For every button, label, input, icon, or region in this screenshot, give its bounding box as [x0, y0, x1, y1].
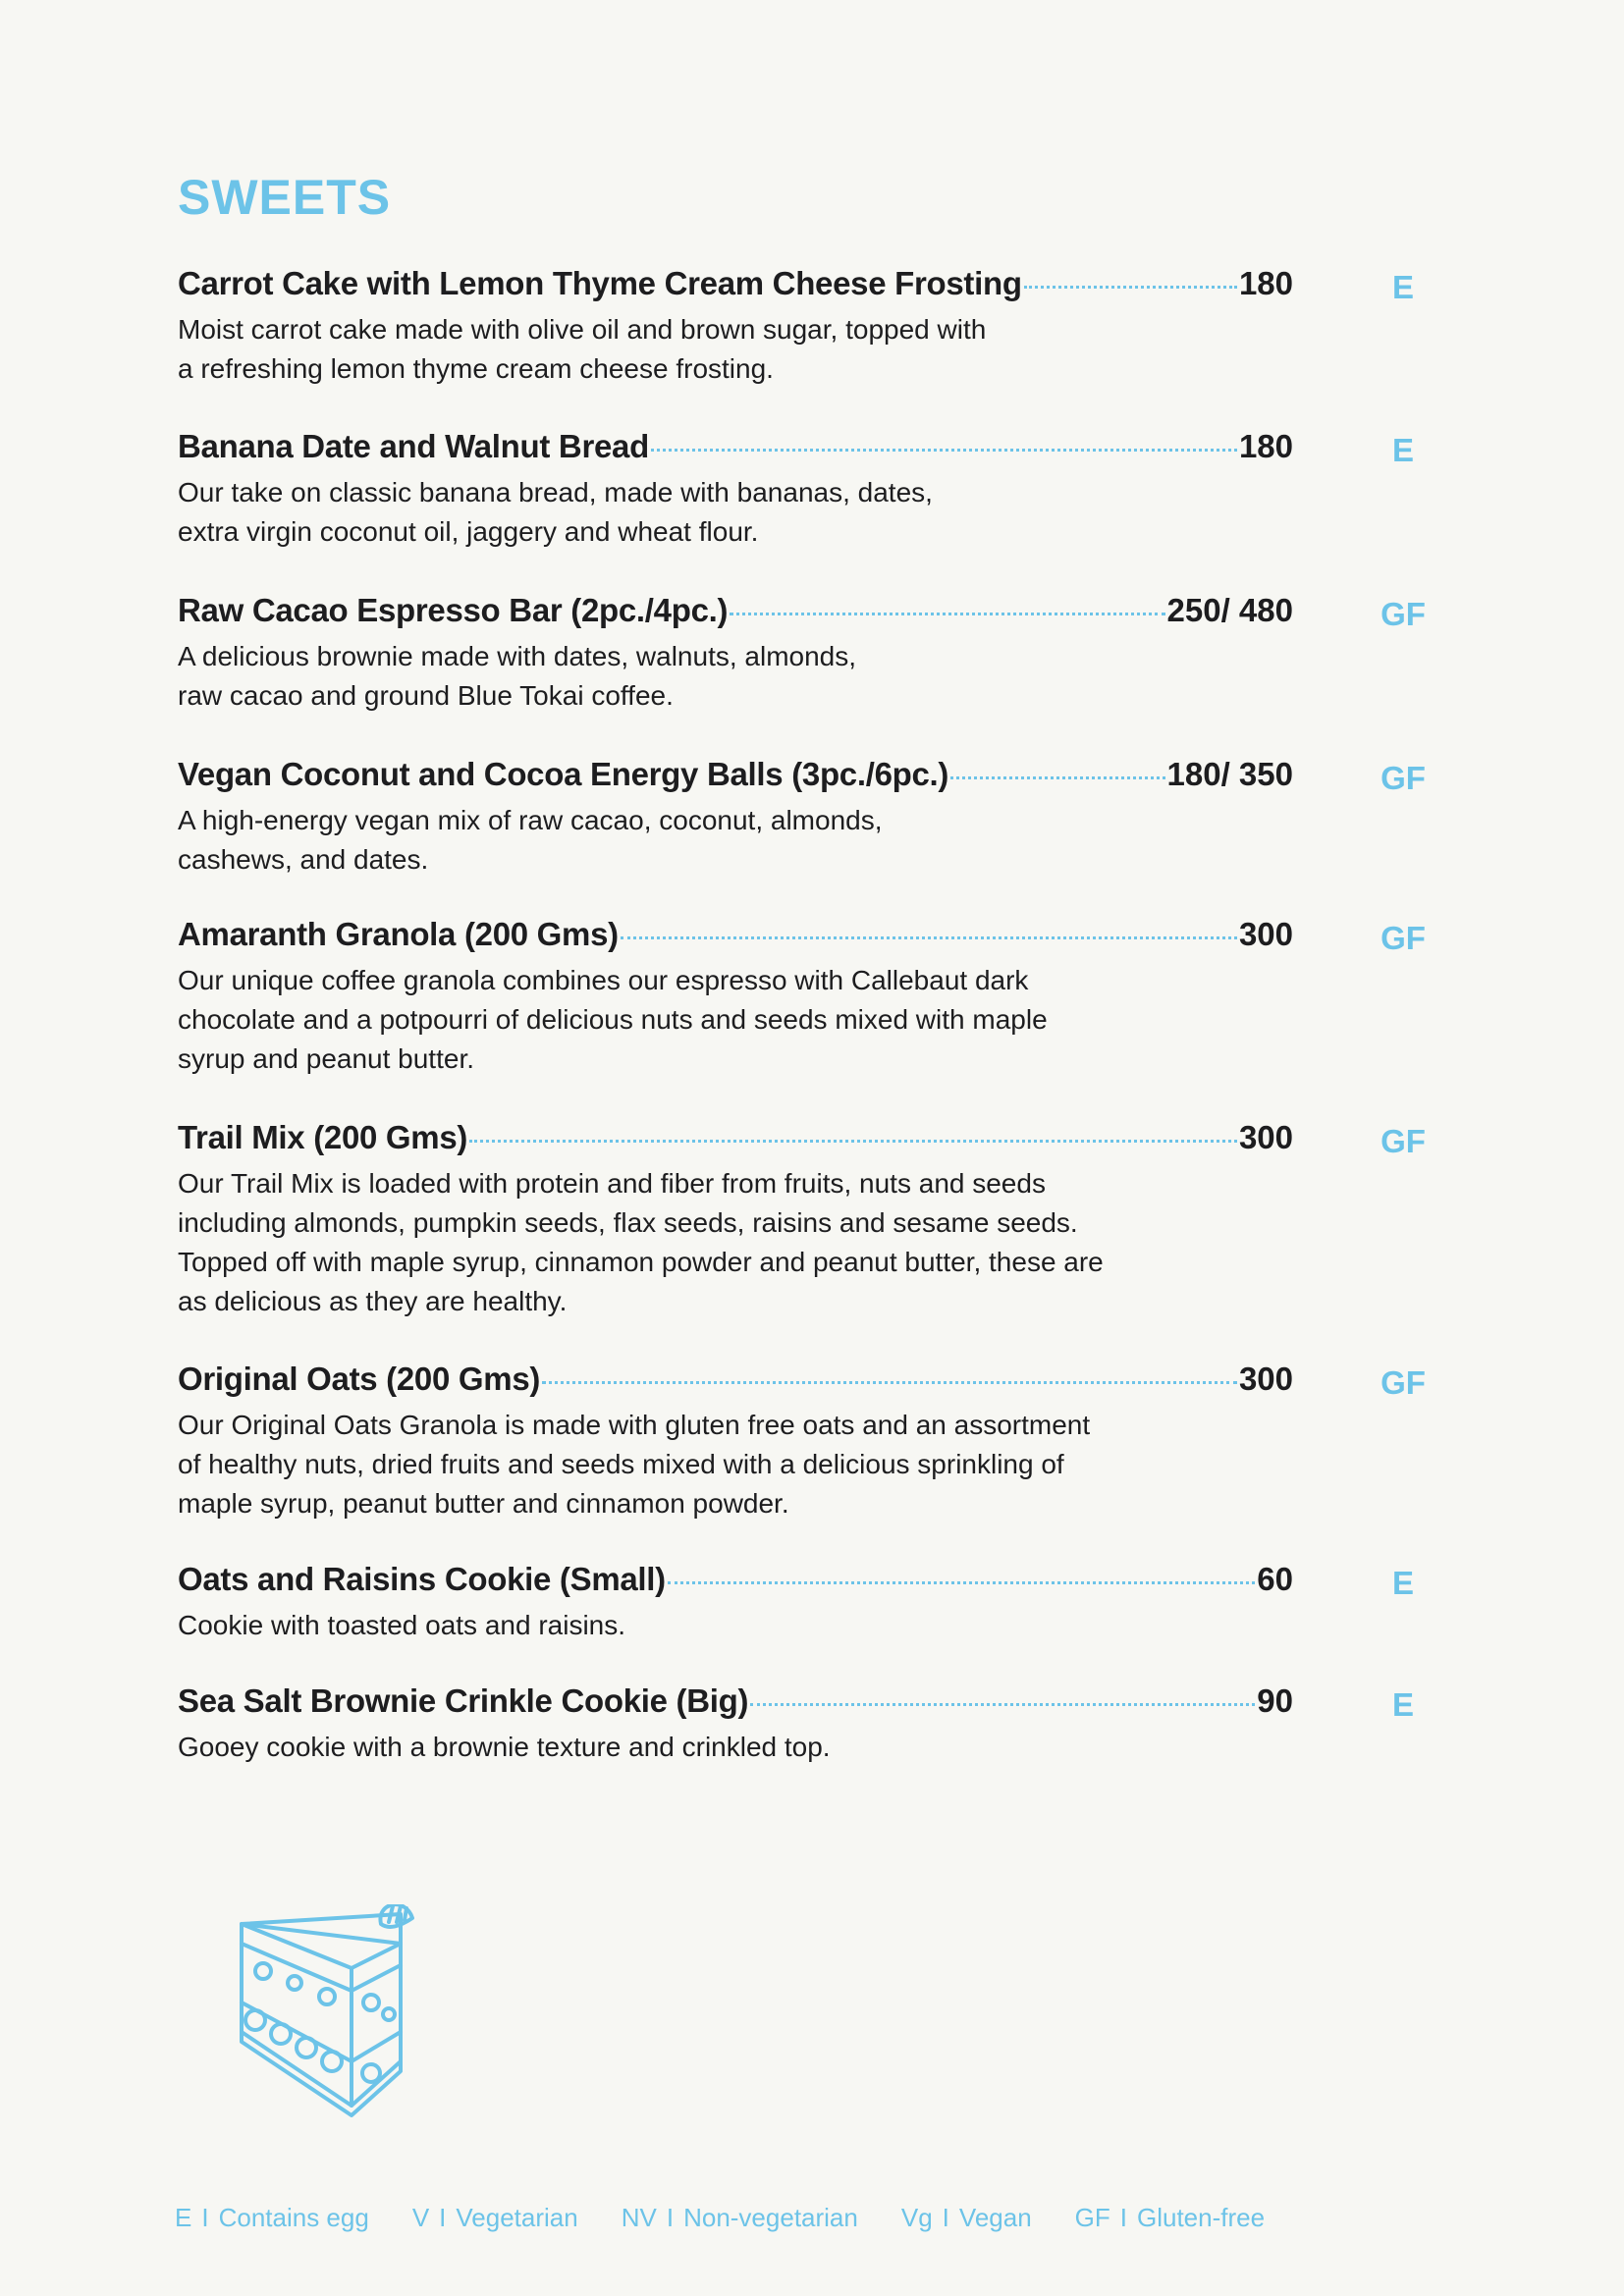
item-price: 180 — [1238, 428, 1293, 464]
dietary-tag: GF — [1380, 1123, 1426, 1159]
legend-item-non-vegetarian — [622, 2203, 858, 2233]
menu-item-amaranth-granola — [178, 916, 1474, 1079]
item-price: 90 — [1257, 1682, 1293, 1719]
item-header — [178, 592, 1293, 639]
item-description: Cookie with toasted oats and raisins. — [178, 1610, 626, 1640]
dotted-leader — [750, 1703, 1255, 1706]
legend-item-vegetarian — [412, 2203, 578, 2233]
item-name: Sea Salt Brownie Crinkle Cookie (Big) — [178, 1682, 749, 1719]
dotted-leader — [730, 613, 1164, 615]
legend-separator: I — [439, 2203, 447, 2232]
item-name: Banana Date and Walnut Bread — [178, 428, 649, 464]
item-header — [178, 1561, 1293, 1608]
item-description: A delicious brownie made with dates, walnuts, almonds, raw cacao and ground Blue Tokai coffee. — [178, 641, 857, 711]
menu-item-raisin-cookie — [178, 1561, 1474, 1645]
menu-item-espresso-bar — [178, 592, 1474, 716]
item-name: Raw Cacao Espresso Bar (2pc./4pc.) — [178, 592, 729, 628]
dietary-legend — [175, 2203, 1265, 2233]
item-price: 300 — [1238, 1119, 1293, 1155]
item-header — [178, 265, 1293, 312]
item-header — [178, 1682, 1293, 1730]
item-header — [178, 756, 1293, 803]
legend-code: Vg — [900, 2203, 933, 2232]
item-price: 180/ 350 — [1166, 756, 1293, 792]
dotted-leader — [621, 936, 1237, 939]
dotted-leader — [950, 776, 1164, 779]
page-title: SWEETS — [178, 170, 392, 225]
legend-label: Contains egg — [218, 2203, 369, 2232]
item-price: 250/ 480 — [1166, 592, 1293, 628]
item-header — [178, 916, 1293, 963]
menu-item-banana-bread — [178, 428, 1474, 552]
item-header — [178, 428, 1293, 475]
menu-item-carrot-cake — [178, 265, 1474, 389]
item-price: 300 — [1238, 1361, 1293, 1397]
item-header — [178, 1119, 1293, 1166]
item-description: Gooey cookie with a brownie texture and crinkled top. — [178, 1732, 831, 1762]
legend-separator: I — [942, 2203, 949, 2232]
dietary-tag: GF — [1380, 760, 1426, 796]
legend-code: V — [411, 2203, 430, 2232]
item-price: 60 — [1257, 1561, 1293, 1597]
dotted-leader — [668, 1581, 1255, 1584]
item-name: Amaranth Granola (200 Gms) — [178, 916, 619, 952]
legend-item-gluten-free — [1075, 2203, 1265, 2233]
item-description: A high-energy vegan mix of raw cacao, coconut, almonds, cashews, and dates. — [178, 805, 883, 875]
dietary-tag: GF — [1380, 1364, 1426, 1401]
dietary-tag: E — [1391, 1686, 1414, 1723]
legend-label: Vegan — [958, 2203, 1032, 2232]
item-description: Our Original Oats Granola is made with gluten free oats and an assortment of healthy nuts, dried fruits and seeds mixed with a delicious sprinkling of maple syrup, peanut butter and cinnamon powder. — [178, 1410, 1091, 1519]
item-header — [178, 1361, 1293, 1408]
cake-slice-icon — [234, 1904, 489, 2130]
dietary-tag: E — [1391, 269, 1414, 305]
item-price: 300 — [1238, 916, 1293, 952]
dietary-tag: GF — [1380, 596, 1426, 632]
item-name: Trail Mix (200 Gms) — [178, 1119, 468, 1155]
dietary-tag: E — [1391, 1565, 1414, 1601]
legend-item-vegan — [901, 2203, 1032, 2233]
legend-separator: I — [666, 2203, 675, 2232]
dietary-tag: GF — [1380, 920, 1426, 956]
dotted-leader — [1024, 286, 1237, 289]
dotted-leader — [651, 449, 1237, 452]
item-description: Our Trail Mix is loaded with protein and fiber from fruits, nuts and seeds including almonds, pumpkin seeds, flax seeds, raisins and sesame seeds. Topped off with maple syrup, cinnamon powder and peanut butter, these are as delicious as they are healthy. — [178, 1168, 1104, 1316]
legend-code: NV — [621, 2203, 657, 2232]
legend-code: GF — [1074, 2203, 1110, 2232]
item-name: Original Oats (200 Gms) — [178, 1361, 541, 1397]
legend-separator: I — [1119, 2203, 1127, 2232]
dietary-tag: E — [1391, 432, 1414, 468]
item-price: 180 — [1238, 265, 1293, 301]
item-description: Our unique coffee granola combines our espresso with Callebaut dark chocolate and a potpourri of delicious nuts and seeds mixed with maple syrup and peanut butter. — [178, 965, 1048, 1074]
legend-label: Gluten-free — [1137, 2203, 1266, 2232]
dotted-leader — [542, 1381, 1237, 1384]
item-description: Our take on classic banana bread, made with bananas, dates, extra virgin coconut oil, jaggery and wheat flour. — [178, 477, 933, 547]
item-name: Carrot Cake with Lemon Thyme Cream Cheese Frosting — [178, 265, 1022, 301]
item-description: Moist carrot cake made with olive oil and brown sugar, topped with a refreshing lemon thyme cream cheese frosting. — [178, 314, 987, 384]
menu-item-brownie-cookie — [178, 1682, 1474, 1767]
menu-item-original-oats — [178, 1361, 1474, 1523]
menu-item-trail-mix — [178, 1119, 1474, 1321]
legend-item-egg — [175, 2203, 369, 2233]
item-name: Oats and Raisins Cookie (Small) — [178, 1561, 666, 1597]
legend-label: Non-vegetarian — [683, 2203, 858, 2232]
legend-code: E — [175, 2203, 192, 2232]
dotted-leader — [469, 1140, 1237, 1143]
menu-item-energy-balls — [178, 756, 1474, 880]
item-name: Vegan Coconut and Cocoa Energy Balls (3pc./6pc.) — [178, 756, 949, 792]
legend-separator: I — [201, 2203, 209, 2232]
legend-label: Vegetarian — [456, 2203, 578, 2232]
